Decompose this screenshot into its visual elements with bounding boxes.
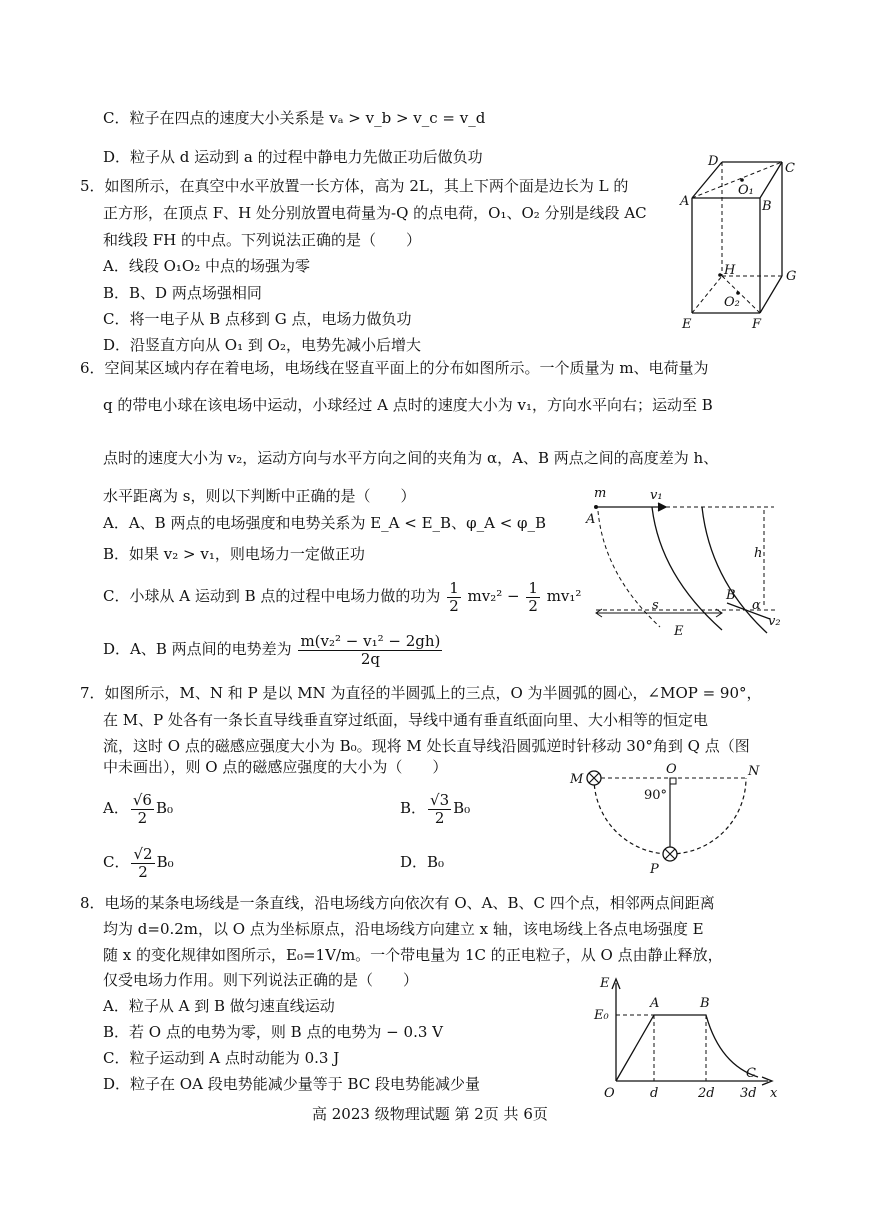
label-3d: 3d — [740, 1086, 757, 1101]
label-o1: O₁ — [738, 183, 754, 198]
label-h: h — [754, 546, 763, 561]
cuboid-figure — [680, 150, 800, 340]
label-e-axis: E — [600, 976, 610, 991]
label-e: E — [682, 317, 692, 332]
q8-stem-line1: 8．电场的某条电场线是一条直线，沿电场线方向依次有 O、A、B、C 四个点，相邻两点间距离 — [80, 894, 715, 912]
label-o: O — [666, 762, 677, 777]
q8-option-b: B．若 O 点的电势为零，则 B 点的电势为 − 0.3 V — [103, 1023, 443, 1041]
q5-stem-line2: 正方形，在顶点 F、H 处分别放置电荷量为-Q 的点电荷，O₁、O₂ 分别是线段 AC — [103, 204, 647, 222]
label-p: P — [650, 862, 659, 877]
q6-stem-line2: q 的带电小球在该电场中运动，小球经过 A 点时的速度大小为 v₁，方向水平向右；运动至 B — [103, 396, 713, 414]
q7-option-b: B． $\frac{√3}{2}$ B₀ — [400, 790, 471, 827]
label-o2: O₂ — [724, 295, 740, 310]
q5-stem-line1: 5．如图所示，在真空中水平放置一长方体，高为 2L，其上下两个面是边长为 L 的 — [80, 177, 629, 195]
label-e0: E₀ — [594, 1008, 609, 1023]
label-d: d — [650, 1086, 659, 1101]
q5-stem-line3: 和线段 FH 的中点。下列说法正确的是（ ） — [103, 231, 422, 249]
electric-field-figure — [582, 485, 782, 639]
q7-stem-line1: 7．如图所示，M、N 和 P 是以 MN 为直径的半圆弧上的三点，O 为半圆弧的圆心，∠MOP = 90°， — [80, 684, 762, 702]
q6-option-b: B．如果 v₂ > v₁，则电场力一定做正功 — [103, 545, 365, 563]
q4-option-d: D．粒子从 d 运动到 a 的过程中静电力先做正功后做负功 — [103, 148, 483, 166]
label-c: C — [746, 1066, 756, 1081]
label-n: N — [748, 764, 760, 779]
label-b: B — [762, 199, 772, 214]
label-h: H — [724, 263, 736, 278]
q8-stem-line2: 均为 d=0.2m，以 O 点为坐标原点，沿电场线方向建立 x 轴，该电场线上各点电场强度 E — [103, 920, 704, 938]
q6-stem-line1: 6．空间某区域内存在着电场，电场线在竖直平面上的分布如图所示。一个质量为 m、电荷量为 — [80, 359, 709, 377]
q8-stem-line3: 随 x 的变化规律如图所示，E₀=1V/m。一个带电量为 1C 的正电粒子，从 O 点由静止释放， — [103, 946, 723, 964]
q6-option-d: D．A、B 两点间的电势差为 $\frac{\text{m(v₂² − v₁² − 2gh)}}{2q}$ — [103, 631, 441, 668]
q5-option-c: C．将一电子从 B 点移到 G 点，电场力做负功 — [103, 310, 412, 328]
q4-option-c: C．粒子在四点的速度大小关系是 vₐ > v_b > v_c = v_d — [103, 109, 486, 127]
label-c: C — [785, 161, 795, 176]
q6-stem-line3: 点时的速度大小为 v₂，运动方向与水平方向之间的夹角为 α，A、B 两点之间的高度差为 h、 — [103, 449, 719, 467]
q7-stem-line4: 中未画出），则 O 点的磁感应强度的大小为（ ） — [103, 758, 448, 776]
q7-option-a: A． $\frac{√6}{2}$ B₀ — [103, 790, 173, 827]
page-footer: 高 2023 级物理试题 第 2页 共 6页 — [312, 1105, 548, 1123]
label-a: A — [586, 512, 596, 527]
semicircle-figure — [570, 762, 770, 877]
label-b: B — [700, 996, 710, 1011]
label-a: A — [680, 194, 690, 209]
label-2d: 2d — [698, 1086, 715, 1101]
q5-option-d: D．沿竖直方向从 O₁ 到 O₂，电势先减小后增大 — [103, 336, 421, 354]
q8-stem-line4: 仅受电场力作用。则下列说法正确的是（ ） — [103, 971, 419, 989]
q7-stem-line2: 在 M、P 处各有一条长直导线垂直穿过纸面，导线中通有垂直纸面向里、大小相等的恒定电 — [103, 711, 708, 729]
label-s: s — [652, 598, 659, 613]
label-v1: v₁ — [650, 488, 663, 503]
q7-option-c: C． $\frac{√2}{2}$ B₀ — [103, 844, 174, 881]
label-b: B — [726, 588, 736, 603]
q8-option-c: C．粒子运动到 A 点时动能为 0.3 J — [103, 1049, 340, 1067]
label-e: E — [674, 624, 684, 639]
label-g: G — [786, 269, 797, 284]
label-o: O — [604, 1086, 615, 1101]
label-m: M — [570, 772, 584, 787]
q6-option-c: C．小球从 A 运动到 B 点的过程中电场力做的功为 $\frac{1}{2}$ mv₂² − $\frac{1}{2}$ mv₁² — [103, 578, 582, 615]
q5-option-a: A．线段 O₁O₂ 中点的场强为零 — [103, 257, 310, 275]
q8-option-d: D．粒子在 OA 段电势能减少量等于 BC 段电势能减少量 — [103, 1075, 481, 1093]
q7-option-d: D．B₀ — [400, 853, 445, 871]
e-x-graph — [592, 973, 782, 1103]
label-d: D — [708, 154, 719, 169]
q5-option-b: B．B、D 两点场强相同 — [103, 284, 262, 302]
label-m: m — [594, 486, 607, 501]
label-angle: 90° — [644, 788, 668, 803]
label-a: A — [650, 996, 660, 1011]
q6-stem-line4: 水平距离为 s，则以下判断中正确的是（ ） — [103, 487, 416, 505]
q6-option-a: A．A、B 两点的电场强度和电势关系为 E_A < E_B、φ_A < φ_B — [103, 514, 547, 532]
label-v2: v₂ — [768, 614, 781, 629]
q8-option-a: A．粒子从 A 到 B 做匀速直线运动 — [103, 997, 335, 1015]
label-alpha: α — [752, 598, 761, 613]
label-f: F — [752, 317, 762, 332]
label-x: x — [770, 1086, 778, 1101]
q7-stem-line3: 流，这时 O 点的磁感应强度大小为 B₀。现将 M 处长直导线沿圆弧逆时针移动 30°角到 Q 点（图 — [103, 737, 750, 755]
